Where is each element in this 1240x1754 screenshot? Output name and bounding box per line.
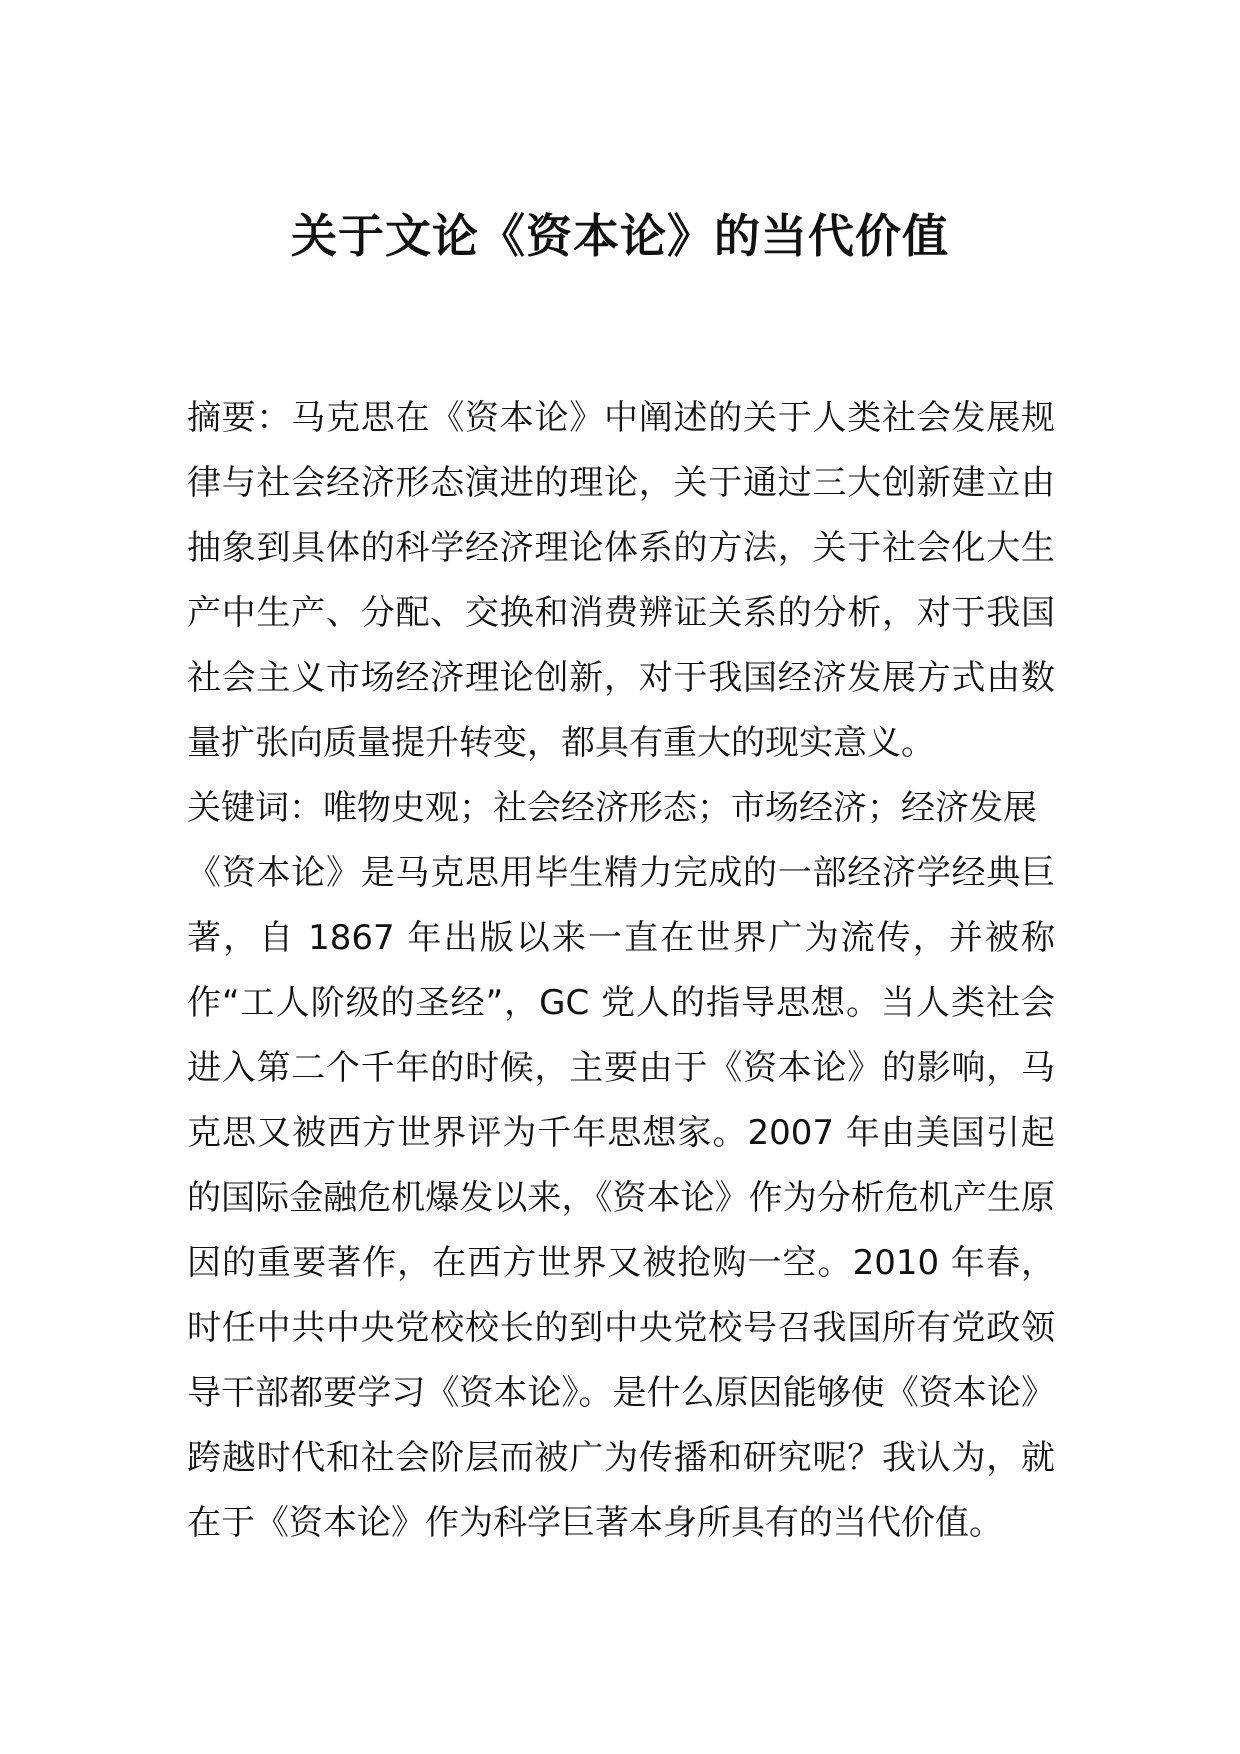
body-paragraph: 《资本论》是马克思用毕生精力完成的一部经济学经典巨著，自 1867 年出版以来一直在世界广为流传，并被称作“工人阶级的圣经”，GC 党人的指导思想。当人类社会进入第二个千年的时候，主要由于《资本论》的影响，马克思又被西方世界评为千年思想家。2007 年由美国引起的国际金融危机爆发以来，《资本论》作为分析危机产生原因的重要著作，在西方世界又被抢购一空。2010 年春，时任中共中央党校校长的到中央党校号召我国所有党政领导干部都要学习《资本论》。是什么原因能够使《资本论》跨越时代和社会阶层而被广为传播和研究呢？我认为，就在于《资本论》作为科学巨著本身所具有的当代价值。	[187, 853, 1055, 1543]
document-title: 关于文论《资本论》的当代价值	[291, 209, 949, 263]
abstract-paragraph: 摘要：马克思在《资本论》中阐述的关于人类社会发展规律与社会经济形态演进的理论，关于通过三大创新建立由抽象到具体的科学经济理论体系的方法，关于社会化大生产中生产、分配、交换和消费辨证关系的分析，对于我国社会主义市场经济理论创新，对于我国经济发展方式由数量扩张向质量提升转变，都具有重大的现实意义。	[187, 398, 1055, 763]
document-body	[187, 386, 1055, 1556]
keywords-paragraph: 关键词：唯物史观；社会经济形态；市场经济；经济发展	[187, 788, 1037, 828]
